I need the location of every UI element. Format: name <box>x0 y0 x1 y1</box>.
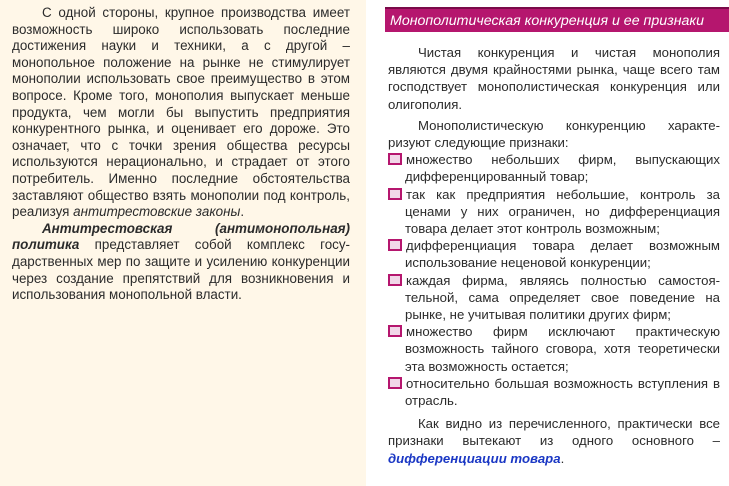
list-item-text: множество небольших фирм, выпускающих дифференцированный товар; <box>405 152 720 185</box>
list-item-text: дифференциация товара делает возможным использование неценовой конкуренции; <box>405 238 720 271</box>
left-paragraph-2 <box>12 221 350 304</box>
list-item-text: множество фирм исключают практическую возможность тайного сговора, хотя теоретически эта возможность остается; <box>405 324 720 374</box>
left-text-block <box>12 5 350 304</box>
list-item-text: относительно большая возможность вступления в отрасль. <box>405 375 720 409</box>
conclusion-paragraph <box>388 415 720 467</box>
square-bullet-icon <box>388 274 402 286</box>
feature-list <box>388 151 720 409</box>
conclusion-text: Как видно из перечисленного, практически все признаки вытекают из одного основного – <box>388 416 720 449</box>
list-item <box>388 151 720 185</box>
list-item-text: так как предприятия небольшие, контроль за ценами у них ограничен, но дифференциация товара делает этот контроль возможным; <box>405 186 720 237</box>
left-paragraph-2-text: представляет собой комплекс государственных мер по защите и усилению конкуренции через создание препятствий для возникновения и использования монопольной власти. <box>12 237 350 303</box>
square-bullet-icon <box>388 188 402 200</box>
intro-paragraph: Чистая конкуренция и чистая монополия являются двумя крайностями рынка, чаще всего там господствует монополистическая конкуренция или олигополия. <box>388 45 720 112</box>
antitrust-laws-term: антитрестовские законы <box>73 204 241 220</box>
list-item <box>388 323 720 375</box>
list-item <box>388 375 720 409</box>
list-item <box>388 186 720 238</box>
lead-paragraph: Монополистическую конкуренцию характеризуют следующие признаки: <box>388 117 720 151</box>
square-bullet-icon <box>388 325 402 337</box>
list-item <box>388 237 720 271</box>
conclusion-end: . <box>560 450 565 466</box>
list-item <box>388 272 720 324</box>
left-paragraph-1 <box>12 5 350 221</box>
left-paragraph-1-end: . <box>240 204 245 220</box>
antitrust-policy-term: Антитрестовская (антимонопольная) политика <box>12 220 350 253</box>
square-bullet-icon <box>388 239 402 251</box>
square-bullet-icon <box>388 377 402 389</box>
product-differentiation-term: дифференциации товара <box>388 450 561 466</box>
square-bullet-icon <box>388 153 402 165</box>
list-item-text: каждая фирма, являясь полностью самостоятельной, сама определяет свое поведение на рынке, не учитывая политики других фирм; <box>405 272 720 323</box>
left-paragraph-1-text: С одной стороны, крупное производства имеет возможность широко использовать последние достижения науки и техники, а с другой – монопольное положение на рынке не стимулирует монополии использовать свое преимущество в этом вопросе. Кроме того, монополия выпускает меньше продукта, чем могли бы выпустить предприятия конкурентного рынка, и оценивает его дороже. Это означает, что с точки зрения общества ресурсы используются нерационально, и страдает от этого потребитель. Именно последние обстоятельства заставляют общество взять монополии под контроль, реализуя <box>12 5 350 220</box>
right-text-block <box>388 44 720 467</box>
section-header: Монополитическая конкуренция и ее признаки <box>385 7 729 32</box>
